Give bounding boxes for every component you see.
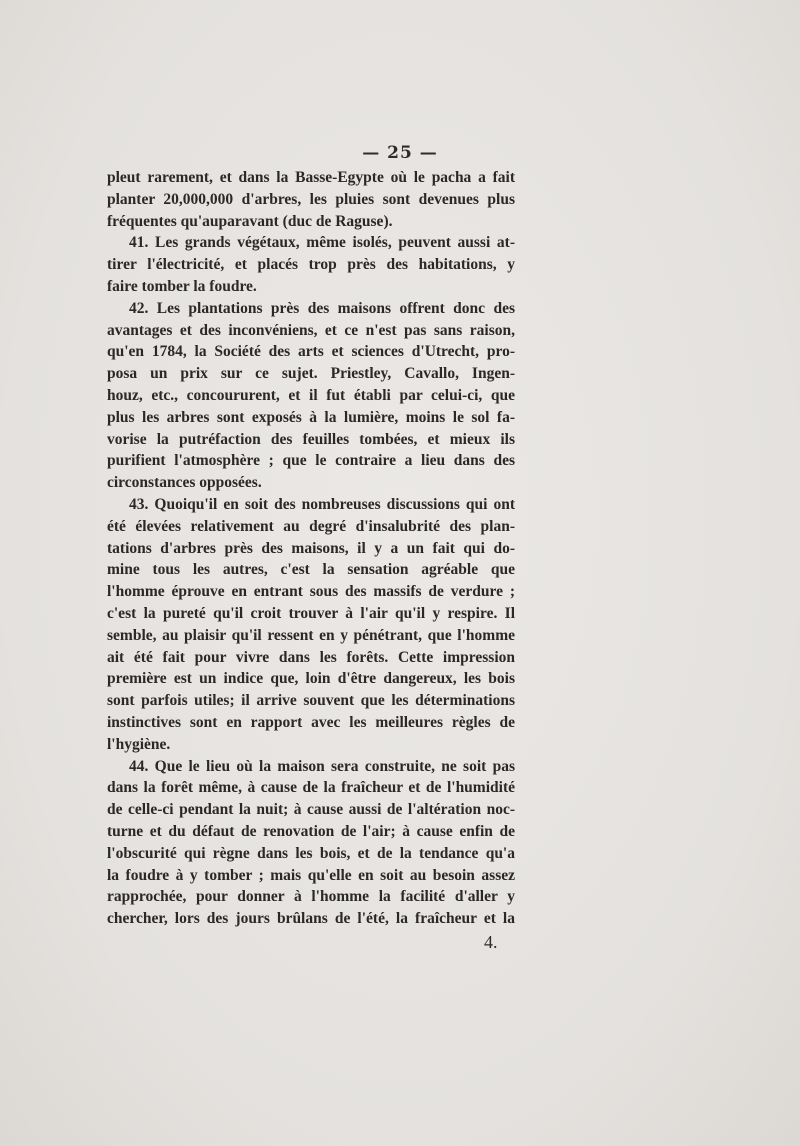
paragraph-43-start: 43. Quoiqu'il en soit des nombreuses discussions qui ont [129, 495, 515, 513]
text-line: dans la forêt même, à cause de la fraîcheur et de l'humidité [107, 779, 515, 797]
text-line: houz, etc., concoururent, et il fut établi par celui-ci, que [107, 386, 515, 404]
text-line: c'est la pureté qu'il croit trouver à l'air qu'il y respire. Il [107, 604, 515, 622]
text-line: instinctives sont en rapport avec les meilleures règles de [107, 713, 515, 731]
text-line: avantages et des inconvéniens, et ce n'est pas sans raison, [107, 321, 515, 339]
text-line: de celle-ci pendant la nuit; à cause aussi de l'altération noc- [107, 801, 515, 819]
signature-mark: 4. [484, 932, 498, 952]
text-line: circonstances opposées. [107, 474, 262, 492]
text-line: l'hygiène. [107, 735, 171, 753]
text-line: posa un prix sur ce sujet. Priestley, Cavallo, Ingen- [107, 365, 515, 383]
text-line: fréquentes qu'auparavant (duc de Raguse). [107, 212, 393, 230]
text-line: vorise la putréfaction des feuilles tombées, et mieux ils [107, 430, 515, 448]
text-line: purifient l'atmosphère ; que le contraire a lieu dans des [107, 452, 515, 470]
text-line: chercher, lors des jours brûlans de l'été, la fraîcheur et la [107, 910, 515, 928]
text-line: pleut rarement, et dans la Basse-Egypte où le pacha a fait [107, 169, 515, 186]
text-line: tations d'arbres près des maisons, il y a un fait qui do- [107, 539, 515, 557]
text-line: été élevées relativement au degré d'insalubrité des plan- [107, 517, 515, 535]
body-text [107, 167, 515, 930]
text-line: l'obscurité qui règne dans les bois, et de la tendance qu'a [107, 844, 515, 862]
text-line: faire tomber la foudre. [107, 277, 257, 295]
text-line: qu'en 1784, la Société des arts et sciences d'Utrecht, pro- [107, 343, 515, 361]
text-line: rapprochée, pour donner à l'homme la facilité d'aller y [107, 888, 515, 906]
page-number: — 25 — [362, 143, 438, 163]
text-line: ait été fait pour vivre dans les forêts. Cette impression [107, 648, 515, 666]
text-line: première est un indice que, loin d'être dangereux, les bois [107, 670, 515, 688]
text-line: sont parfois utiles; il arrive souvent que les déterminations [107, 692, 515, 710]
text-line: planter 20,000,000 d'arbres, les pluies sont devenues plus [107, 190, 515, 208]
paragraph-42-start: 42. Les plantations près des maisons offrent donc des [129, 299, 515, 317]
text-line: semble, au plaisir qu'il ressent en y pénétrant, que l'homme [107, 626, 515, 644]
paragraph-44-start: 44. Que le lieu où la maison sera construite, ne soit pas [129, 757, 515, 775]
text-line: l'homme éprouve en entrant sous des massifs de verdure ; [107, 583, 515, 601]
text-line: mine tous les autres, c'est la sensation agréable que [107, 561, 515, 579]
text-line: tirer l'électricité, et placés trop près des habitations, y [107, 256, 515, 274]
text-line: la foudre à y tomber ; mais qu'elle en soit au besoin assez [107, 866, 515, 884]
text-line: plus les arbres sont exposés à la lumière, moins le sol fa- [107, 408, 515, 426]
text-line: turne et du défaut de renovation de l'air; à cause enfin de [107, 822, 515, 840]
paragraph-41-start: 41. Les grands végétaux, même isolés, peuvent aussi at- [129, 234, 515, 252]
